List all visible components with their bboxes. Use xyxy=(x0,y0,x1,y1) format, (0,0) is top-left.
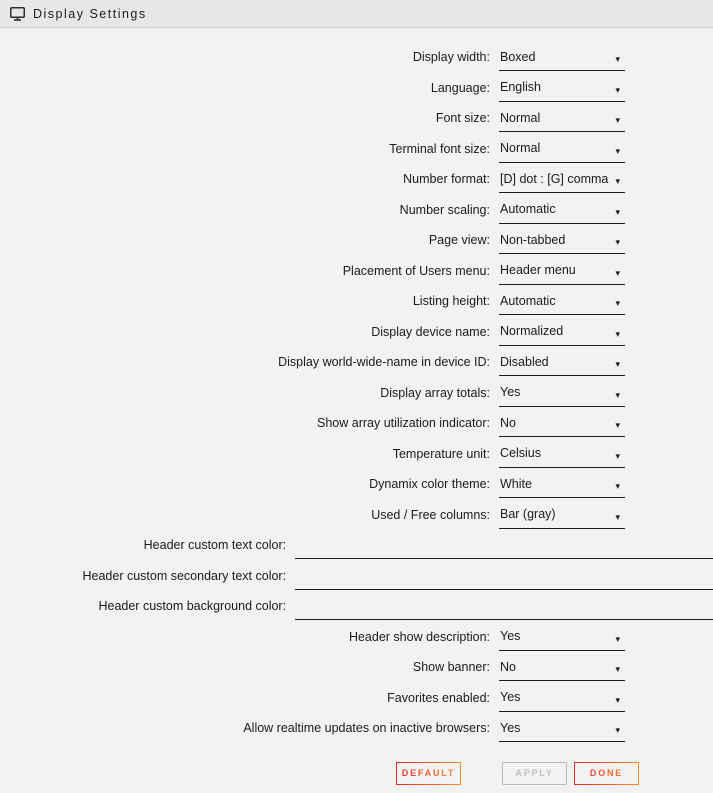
chevron-down-icon: ▾ xyxy=(615,664,620,674)
form-row xyxy=(0,437,713,468)
form-row xyxy=(0,498,713,529)
row-label: Display array totals: xyxy=(380,385,490,400)
select-wrapper xyxy=(499,78,625,102)
dynamix-color-theme-select[interactable] xyxy=(499,474,625,498)
row-label: Placement of Users menu: xyxy=(342,263,490,278)
row-label: Display world-wide-name in device ID: xyxy=(278,355,490,369)
form-row xyxy=(0,193,713,224)
select-wrapper xyxy=(499,108,625,132)
chevron-down-icon: ▾ xyxy=(615,511,620,522)
form-row xyxy=(0,315,713,346)
row-label: Font size: xyxy=(435,111,490,125)
form-row xyxy=(0,224,713,255)
select-wrapper xyxy=(499,139,625,163)
chevron-down-icon: ▾ xyxy=(615,420,620,430)
select-wrapper xyxy=(499,413,625,437)
row-label: Show array utilization indicator: xyxy=(317,416,490,430)
display-world-wide-name-in-device-id-select[interactable] xyxy=(499,352,625,376)
form-row xyxy=(0,468,713,499)
form-row xyxy=(0,41,713,72)
select-wrapper xyxy=(499,383,625,407)
form-row xyxy=(0,254,713,285)
number-scaling-select[interactable] xyxy=(499,200,625,224)
select-wrapper xyxy=(499,200,625,224)
listing-height-select[interactable] xyxy=(499,291,625,315)
form-row xyxy=(0,285,713,316)
buttons-row xyxy=(396,762,713,785)
row-label: Show banner: xyxy=(412,660,490,674)
chevron-down-icon: ▾ xyxy=(615,298,620,308)
font-size-select[interactable] xyxy=(499,108,625,132)
titlebar xyxy=(0,0,713,28)
chevron-down-icon: ▾ xyxy=(615,206,620,217)
row-label: Header custom text color: xyxy=(143,538,287,552)
used-free-columns-select[interactable] xyxy=(499,505,625,529)
chevron-down-icon: ▾ xyxy=(615,84,620,95)
number-format-select[interactable] xyxy=(499,169,625,193)
select-wrapper xyxy=(499,291,625,315)
row-label: Number scaling: xyxy=(399,202,490,217)
language-select[interactable] xyxy=(499,78,625,102)
monitor-icon xyxy=(10,7,25,21)
header-show-description-select[interactable] xyxy=(499,627,625,651)
form-row xyxy=(0,529,713,560)
chevron-down-icon: ▾ xyxy=(615,725,620,735)
favorites-enabled-select[interactable] xyxy=(499,688,625,712)
display-array-totals-select[interactable] xyxy=(499,383,625,407)
select-wrapper xyxy=(499,261,625,285)
row-label: Allow realtime updates on inactive browsers: xyxy=(243,721,490,735)
chevron-down-icon: ▾ xyxy=(615,267,620,278)
form-row xyxy=(0,651,713,682)
chevron-down-icon: ▾ xyxy=(615,115,620,125)
row-label: Number format: xyxy=(403,172,490,186)
apply-button[interactable]: APPLY xyxy=(502,762,567,785)
chevron-down-icon: ▾ xyxy=(615,237,620,247)
select-wrapper xyxy=(499,474,625,498)
row-label: Page view: xyxy=(428,233,490,247)
page-view-select[interactable] xyxy=(499,230,625,254)
placement-of-users-menu-select[interactable] xyxy=(499,261,625,285)
select-wrapper xyxy=(499,688,625,712)
row-label: Language: xyxy=(430,80,490,95)
select-wrapper xyxy=(499,444,625,468)
header-custom-text-color-input[interactable] xyxy=(295,535,713,559)
chevron-down-icon: ▾ xyxy=(615,54,620,64)
header-custom-background-color-input[interactable] xyxy=(295,596,713,620)
show-array-utilization-indicator-select[interactable] xyxy=(499,413,625,437)
display-width-select[interactable] xyxy=(499,47,625,71)
form-row xyxy=(0,590,713,621)
select-wrapper xyxy=(499,627,625,651)
row-label: Listing height: xyxy=(412,294,490,308)
chevron-down-icon: ▾ xyxy=(615,481,620,491)
temperature-unit-select[interactable] xyxy=(499,444,625,468)
chevron-down-icon: ▾ xyxy=(615,694,620,705)
select-wrapper xyxy=(499,657,625,681)
allow-realtime-updates-on-inactive-browsers-select[interactable] xyxy=(499,718,625,742)
form-row xyxy=(0,132,713,163)
row-label: Terminal font size: xyxy=(389,141,490,156)
select-wrapper xyxy=(499,322,625,346)
form-row xyxy=(0,407,713,438)
row-label: Favorites enabled: xyxy=(387,690,490,705)
terminal-font-size-select[interactable] xyxy=(499,139,625,163)
settings-form xyxy=(0,28,713,785)
row-label: Display width: xyxy=(412,50,490,64)
chevron-down-icon: ▾ xyxy=(615,328,620,339)
done-button[interactable]: DONE xyxy=(574,762,639,785)
select-wrapper xyxy=(499,352,625,376)
chevron-down-icon: ▾ xyxy=(615,450,620,461)
form-row xyxy=(0,376,713,407)
form-row xyxy=(0,163,713,194)
show-banner-select[interactable] xyxy=(499,657,625,681)
chevron-down-icon: ▾ xyxy=(615,176,620,186)
page-title: Display Settings xyxy=(33,6,147,21)
select-wrapper xyxy=(499,230,625,254)
form-row xyxy=(0,712,713,743)
default-button[interactable]: DEFAULT xyxy=(396,762,461,785)
row-label: Header show description: xyxy=(348,629,490,644)
form-row xyxy=(0,102,713,133)
row-label: Dynamix color theme: xyxy=(369,477,490,491)
row-label: Display device name: xyxy=(371,324,490,339)
form-row xyxy=(0,346,713,377)
form-row xyxy=(0,681,713,712)
row-label: Header custom background color: xyxy=(98,599,287,613)
form-row xyxy=(0,559,713,590)
select-wrapper xyxy=(499,505,625,529)
row-label: Header custom secondary text color: xyxy=(82,568,287,583)
form-row xyxy=(0,620,713,651)
display-device-name-select[interactable] xyxy=(499,322,625,346)
row-label: Temperature unit: xyxy=(392,446,490,461)
select-wrapper xyxy=(499,718,625,742)
select-wrapper xyxy=(499,47,625,71)
header-custom-secondary-text-color-input[interactable] xyxy=(295,566,713,590)
row-label: Used / Free columns: xyxy=(371,507,490,522)
chevron-down-icon: ▾ xyxy=(615,145,620,156)
chevron-down-icon: ▾ xyxy=(615,633,620,644)
chevron-down-icon: ▾ xyxy=(615,359,620,369)
select-wrapper xyxy=(499,169,625,193)
form-row xyxy=(0,71,713,102)
chevron-down-icon: ▾ xyxy=(615,389,620,400)
